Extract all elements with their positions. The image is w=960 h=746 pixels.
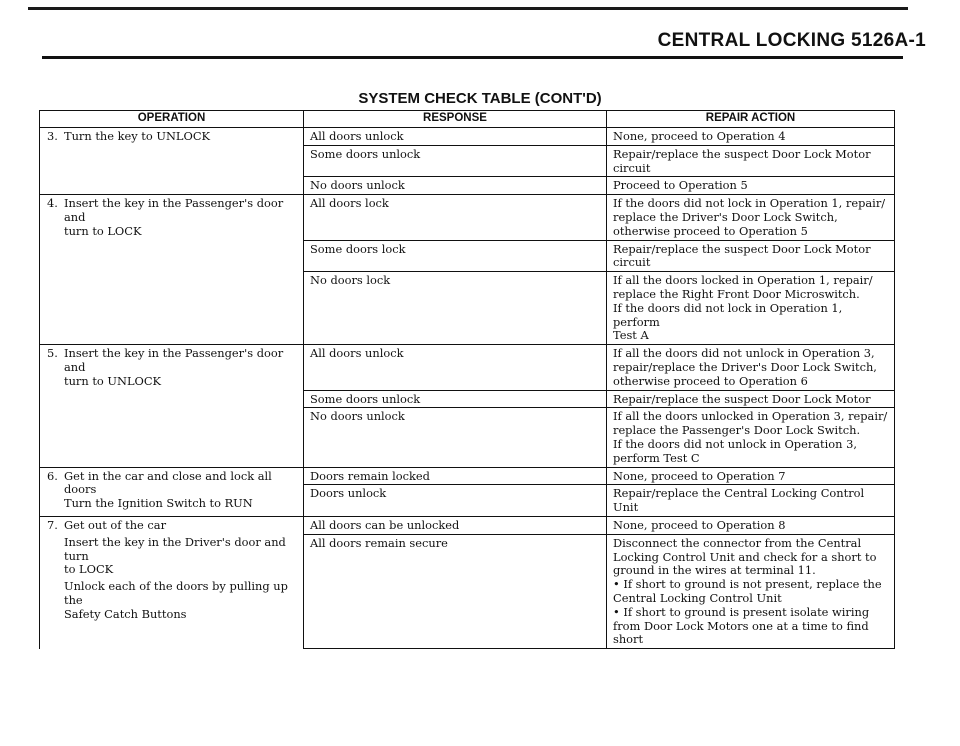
operation-cell xyxy=(40,345,304,467)
repair-action-line: Disconnect the connector from the Central xyxy=(613,535,862,550)
operation-step xyxy=(46,536,298,577)
response-cell: All doors lock xyxy=(304,195,607,240)
repair-action-line: otherwise proceed to Operation 5 xyxy=(613,223,808,238)
repair-action-line: If all the doors did not unlock in Operation 3, xyxy=(613,346,875,361)
repair-action-line: Repair/replace the Central Locking Control Unit xyxy=(613,486,865,515)
table-row xyxy=(40,345,895,390)
repair-action-line: If the doors did not lock in Operation 1, repair/ xyxy=(613,196,886,211)
repair-action-cell xyxy=(607,516,895,534)
repair-action-cell xyxy=(607,467,895,485)
system-check-table xyxy=(39,110,895,649)
repair-action-cell xyxy=(607,195,895,240)
top-rule xyxy=(28,7,908,10)
repair-action-line: If the doors did not lock in Operation 1, perform xyxy=(613,300,843,329)
operation-number: 7. xyxy=(47,517,58,532)
repair-action-line: replace the Driver's Door Lock Switch, xyxy=(613,209,838,224)
repair-action-cell xyxy=(607,240,895,272)
repair-action-line: Test A xyxy=(613,328,649,343)
operation-step xyxy=(46,580,298,621)
response-cell: Some doors lock xyxy=(304,240,607,272)
operation-cell xyxy=(40,195,304,345)
repair-action-line: Repair/replace the suspect Door Lock Motor xyxy=(613,146,871,161)
table-title: SYSTEM CHECK TABLE (CONT'D) xyxy=(358,90,602,107)
repair-action-line: Repair/replace the suspect Door Lock Motor xyxy=(613,241,871,256)
response-cell: Some doors unlock xyxy=(304,390,607,408)
response-cell: No doors unlock xyxy=(304,408,607,467)
operation-line: Insert the key in the Passenger's door and xyxy=(64,346,284,374)
operation-line: Get out of the car xyxy=(64,517,167,532)
response-cell: All doors remain secure xyxy=(304,534,607,648)
operation-text xyxy=(64,347,298,388)
response-cell: Doors remain locked xyxy=(304,467,607,485)
header-rule xyxy=(42,56,903,59)
repair-action-cell xyxy=(607,272,895,345)
operation-text xyxy=(64,470,298,511)
repair-action-line: • If short to ground is present isolate wiring xyxy=(613,604,870,619)
repair-action-cell xyxy=(607,534,895,648)
operation-line: turn to UNLOCK xyxy=(64,373,162,388)
operation-number: 4. xyxy=(47,196,58,211)
operation-line: Safety Catch Buttons xyxy=(64,606,187,621)
operation-line: Turn the key to UNLOCK xyxy=(64,129,211,143)
repair-action-cell xyxy=(607,485,895,517)
repair-action-line: • If short to ground is not present, replace the xyxy=(613,577,882,592)
operation-number: 6. xyxy=(47,468,58,483)
operation-cell xyxy=(40,467,304,516)
response-cell: No doors lock xyxy=(304,272,607,345)
page-header-title: CENTRAL LOCKING 5126A-1 xyxy=(657,30,926,51)
operation-line: Unlock each of the doors by pulling up the xyxy=(64,579,288,607)
operation-line: turn to LOCK xyxy=(64,223,142,238)
operation-line: Insert the key in the Passenger's door and xyxy=(64,196,284,224)
repair-action-line: None, proceed to Operation 4 xyxy=(613,129,786,143)
operation-cell xyxy=(40,516,304,648)
response-cell: Some doors unlock xyxy=(304,145,607,177)
column-header-repair-action: REPAIR ACTION xyxy=(607,111,895,128)
operation-line: Get in the car and close and lock all doors xyxy=(64,468,272,497)
repair-action-line: perform Test C xyxy=(613,450,700,465)
repair-action-line: None, proceed to Operation 7 xyxy=(613,468,786,483)
operation-line: Insert the key in the Driver's door and turn xyxy=(64,534,286,563)
repair-action-line: repair/replace the Driver's Door Lock Switch, xyxy=(613,359,877,374)
response-cell: All doors unlock xyxy=(304,345,607,390)
operation-text xyxy=(64,519,166,533)
repair-action-line: Locking Control Unit and check for a short to xyxy=(613,549,877,564)
repair-action-line: Proceed to Operation 5 xyxy=(613,178,748,193)
repair-action-line: Central Locking Control Unit xyxy=(613,590,782,605)
repair-action-line: If all the doors unlocked in Operation 3, repair/ xyxy=(613,409,888,424)
operation-number: 3. xyxy=(47,129,58,143)
repair-action-cell xyxy=(607,128,895,146)
repair-action-line: If all the doors locked in Operation 1, repair/ xyxy=(613,273,873,288)
response-cell: All doors can be unlocked xyxy=(304,516,607,534)
column-header-operation: OPERATION xyxy=(40,111,304,128)
table-row xyxy=(40,195,895,240)
repair-action-line: from Door Lock Motors one at a time to find xyxy=(613,618,869,633)
response-cell: Doors unlock xyxy=(304,485,607,517)
repair-action-line: circuit xyxy=(613,255,651,270)
repair-action-cell xyxy=(607,345,895,390)
repair-action-cell xyxy=(607,408,895,467)
table-row xyxy=(40,516,895,534)
response-cell: No doors unlock xyxy=(304,177,607,195)
table-row xyxy=(40,128,895,146)
repair-action-cell xyxy=(607,145,895,177)
repair-action-line: replace the Right Front Door Microswitch. xyxy=(613,286,860,301)
table-header-row xyxy=(40,111,895,128)
repair-action-line: replace the Passenger's Door Lock Switch. xyxy=(613,423,861,438)
repair-action-line: short xyxy=(613,632,644,647)
operation-text xyxy=(64,130,210,144)
repair-action-cell xyxy=(607,390,895,408)
operation-line: to LOCK xyxy=(64,562,114,577)
table-row xyxy=(40,467,895,485)
repair-action-line: None, proceed to Operation 8 xyxy=(613,517,786,532)
operation-text xyxy=(64,197,298,238)
operation-line: Turn the Ignition Switch to RUN xyxy=(64,496,253,511)
repair-action-line: Repair/replace the suspect Door Lock Motor xyxy=(613,391,871,406)
repair-action-line: circuit xyxy=(613,160,651,175)
repair-action-line: If the doors did not unlock in Operation 3, xyxy=(613,436,857,451)
operation-number: 5. xyxy=(47,346,58,361)
repair-action-cell xyxy=(607,177,895,195)
repair-action-line: ground in the wires at terminal 11. xyxy=(613,563,816,578)
column-header-response: RESPONSE xyxy=(304,111,607,128)
repair-action-line: otherwise proceed to Operation 6 xyxy=(613,373,808,388)
operation-cell xyxy=(40,128,304,195)
response-cell: All doors unlock xyxy=(304,128,607,146)
